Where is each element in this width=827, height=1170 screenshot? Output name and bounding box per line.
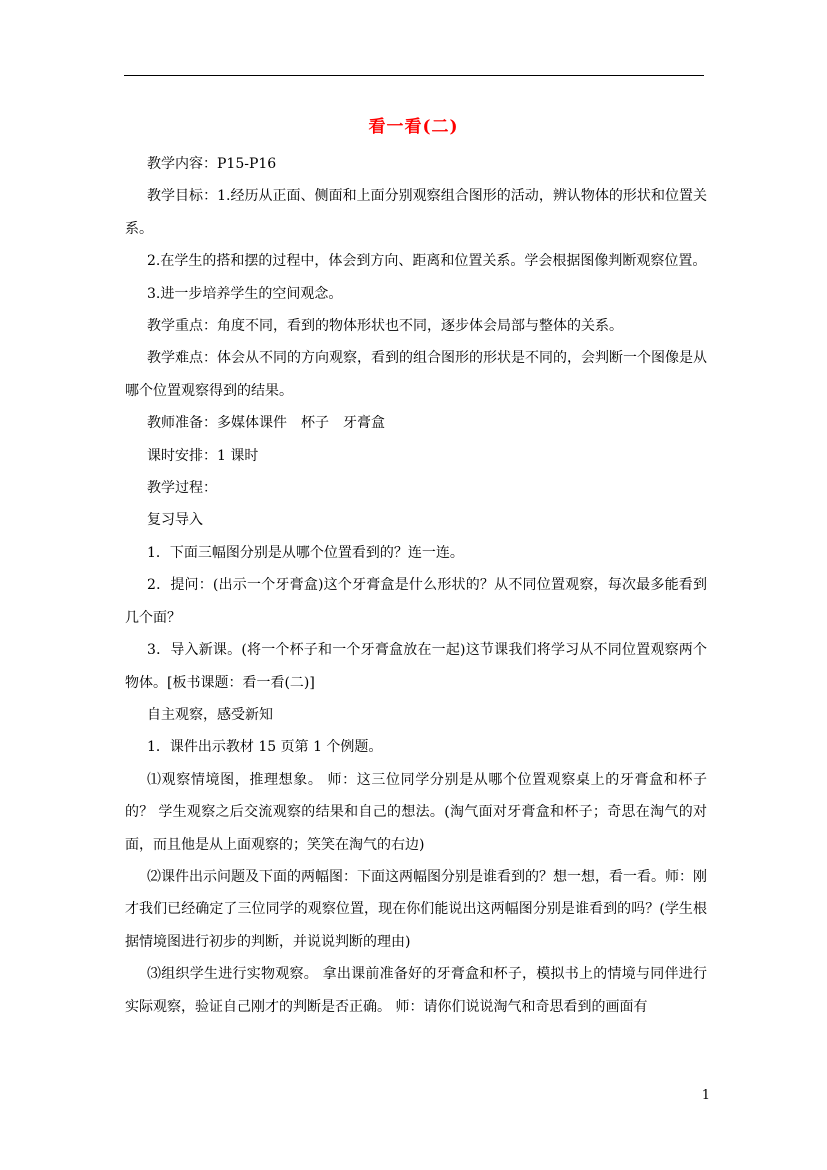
paragraph-observe-step-1: ⑴观察情境图，推理想象。 师：这三位同学分别是从哪个位置观察桌上的牙膏盒和杯子的？ 学生观察之后交流观察的结果和自己的想法。(淘气面对牙膏盒和杯子；奇思在淘气的对面，而且他是从上面观察的；笑笑在淘气的右边) (125, 771, 707, 853)
paragraph-observe-1: 1．课件出示教材 15 页第 1 个例题。 (147, 739, 383, 756)
document-body (125, 148, 707, 1023)
paragraph-review-2: 2．提问：(出示一个牙膏盒)这个牙膏盒是什么形状的？从不同位置观察，每次最多能看到几个面？ (125, 577, 707, 626)
paragraph-teaching-goal-1: 教学目标：1.经历从正面、侧面和上面分别观察组合图形的活动，辨认物体的形状和位置关系。 (125, 188, 707, 237)
paragraph-review-1: 1．下面三幅图分别是从哪个位置看到的？连一连。 (147, 544, 464, 561)
paragraph-teaching-goal-3: 3.进一步培养学生的空间观念。 (147, 285, 343, 302)
section-heading-review: 复习导入 (147, 512, 203, 529)
paragraph-process: 教学过程： (147, 480, 217, 497)
paragraph-teacher-prep: 教师准备：多媒体课件 杯子 牙膏盒 (147, 415, 385, 432)
paragraph-schedule: 课时安排：1 课时 (147, 447, 259, 464)
paragraph-key-point: 教学重点：角度不同，看到的物体形状也不同，逐步体会局部与整体的关系。 (147, 318, 623, 335)
header-rule (124, 75, 704, 76)
paragraph-observe-step-3: ⑶组织学生进行实物观察。 拿出课前准备好的牙膏盒和杯子，模拟书上的情境与同伴进行实际观察，验证自己刚才的判断是否正确。 师：请你们说说淘气和奇思看到的画面有 (125, 966, 707, 1015)
paragraph-difficulty: 教学难点：体会从不同的方向观察，看到的组合图形的形状是不同的，会判断一个图像是从哪个位置观察得到的结果。 (125, 350, 707, 399)
paragraph-observe-step-2: ⑵课件出示问题及下面的两幅图：下面这两幅图分别是谁看到的？想一想，看一看。师：刚才我们已经确定了三位同学的观察位置，现在你们能说出这两幅图分别是谁看到的吗？(学生根据情境图进行初步的判断，并说说判断的理由) (125, 868, 707, 950)
page-number: 1 (701, 1088, 710, 1103)
page-title: 看一看(二) (368, 117, 459, 137)
paragraph-review-3: 3．导入新课。(将一个杯子和一个牙膏盒放在一起)这节课我们将学习从不同位置观察两个物体。[板书课题：看一看(二)] (125, 642, 707, 691)
paragraph-teaching-content: 教学内容：P15-P16 (147, 156, 277, 172)
section-heading-observe: 自主观察，感受新知 (147, 706, 273, 723)
paragraph-teaching-goal-2: 2.在学生的搭和摆的过程中，体会到方向、距离和位置关系。学会根据图像判断观察位置。 (147, 253, 707, 270)
